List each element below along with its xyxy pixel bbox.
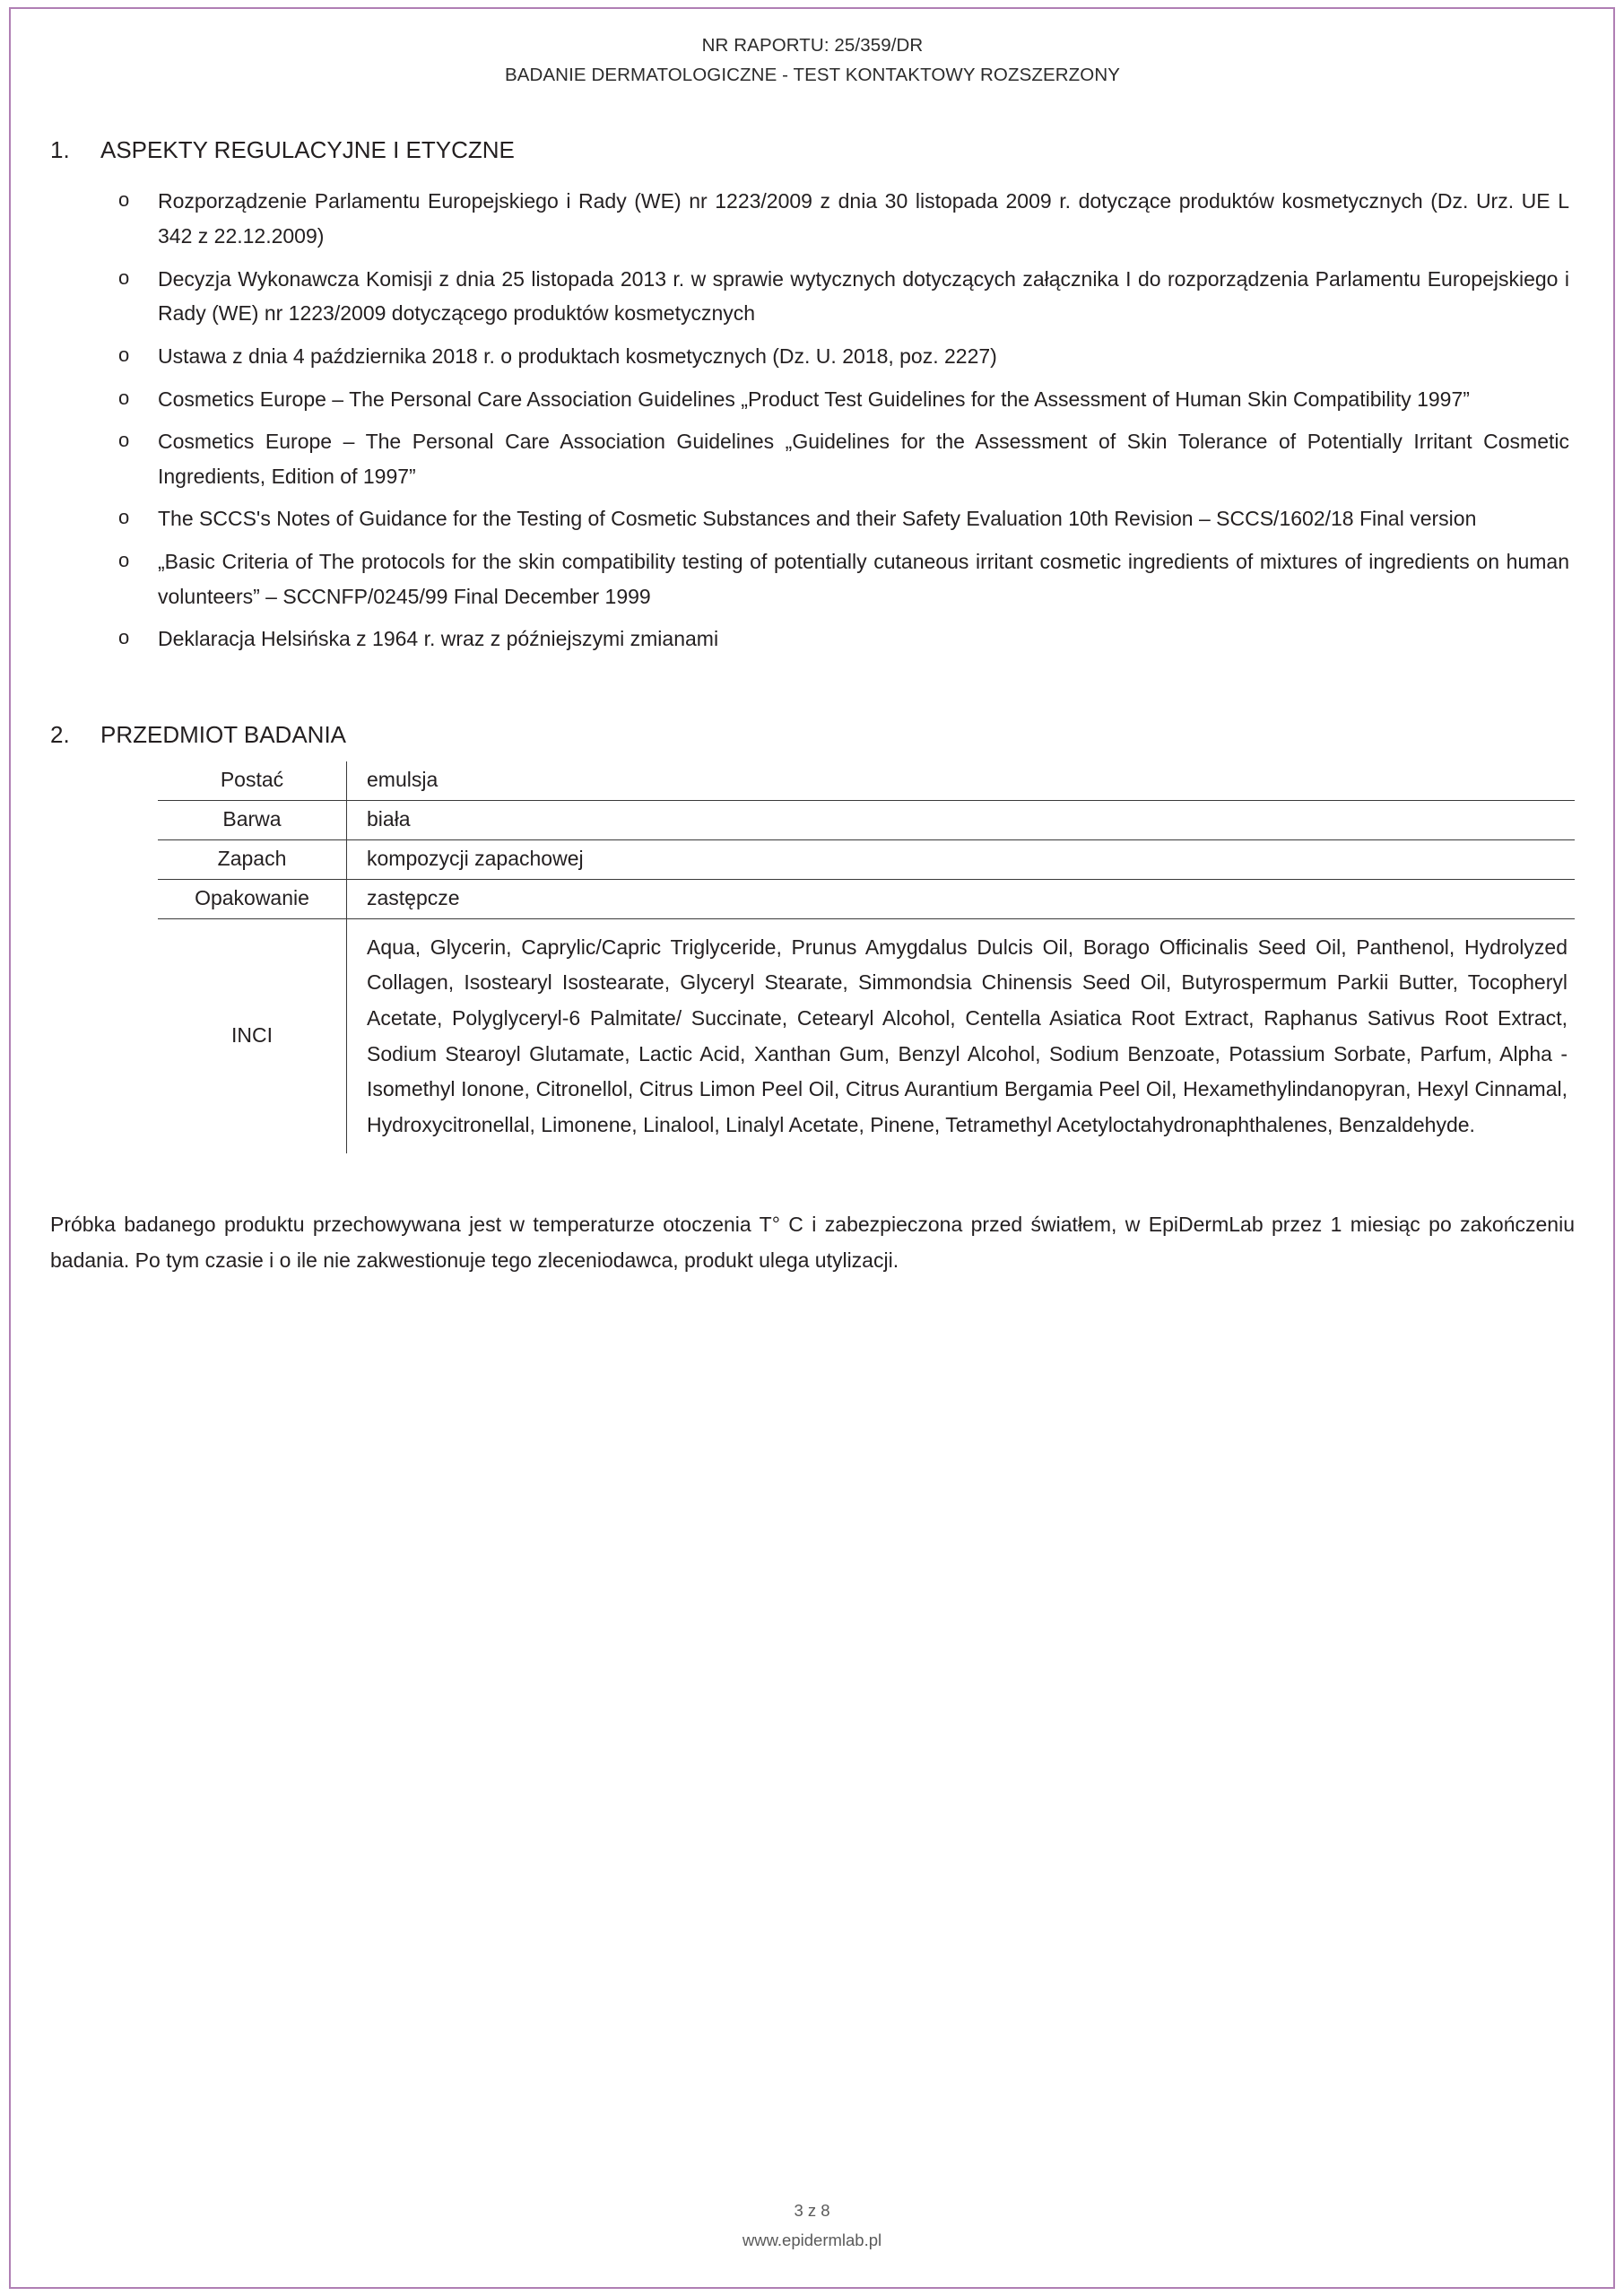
spec-value: kompozycji zapachowej [347, 839, 1576, 879]
page-footer [0, 2196, 1624, 2255]
bullet-marker-icon: o [118, 343, 130, 366]
footer-website: www.epidermlab.pl [742, 2230, 882, 2249]
inci-value: Aqua, Glycerin, Caprylic/Capric Triglyceride, Prunus Amygdalus Dulcis Oil, Borago Officinalis Seed Oil, Panthenol, Hydrolyzed Collagen, Isostearyl Isostearate, Glyceryl Stearate, Simmondsia Chinensis Seed Oil, Butyrospermum Parkii Butter, Tocopheryl Acetate, Polyglyceryl-6 Palmitate/ Succinate, Cetearyl Alcohol, Centella Asiatica Root Extract, Raphanus Sativus Root Extract, Sodium Stearoyl Glutamate, Lactic Acid, Xanthan Gum, Benzyl Alcohol, Sodium Benzoate, Potassium Sorbate, Parfum, Alpha - Isomethyl Ionone, Citronellol, Citrus Limon Peel Oil, Citrus Aurantium Bergamia Peel Oil, Hexamethylindanopyran, Hexyl Cinnamal, Hydroxycitronellal, Limonene, Linalool, Linalyl Acetate, Pinene, Tetramethyl Acetyloctahydronaphthalenes, Benzaldehyde. [367, 935, 1568, 1136]
table-row [158, 839, 1575, 879]
spec-label: Postać [158, 761, 347, 801]
section-1-title: ASPEKTY REGULACYJNE I ETYCZNE [100, 136, 515, 164]
list-item-text: Ustawa z dnia 4 października 2018 r. o produktach kosmetycznych (Dz. U. 2018, poz. 2227) [158, 344, 997, 368]
list-item [106, 339, 1575, 374]
product-spec-table [158, 761, 1575, 1153]
list-item [106, 382, 1575, 417]
spec-value: emulsja [347, 761, 1576, 801]
spec-value: biała [347, 800, 1576, 839]
list-item [106, 262, 1575, 331]
bullet-marker-icon: o [118, 188, 130, 212]
table-row [158, 800, 1575, 839]
list-item-text: Rozporządzenie Parlamentu Europejskiego i Rady (WE) nr 1223/2009 z dnia 30 listopada 2009 r. dotyczące produktów kosmetycznych (Dz. Urz. UE L 342 z 22.12.2009) [158, 189, 1569, 248]
spec-value: zastępcze [347, 879, 1576, 918]
bullet-marker-icon: o [118, 626, 130, 649]
section-2-title: PRZEDMIOT BADANIA [100, 720, 347, 748]
section-heading-subject [50, 721, 1575, 749]
page-content [50, 30, 1575, 1278]
bullet-marker-icon: o [118, 549, 130, 572]
spec-label: Barwa [158, 800, 347, 839]
report-number: NR RAPORTU: 25/359/DR [701, 35, 924, 56]
table-row-inci [158, 918, 1575, 1153]
section-1-number: 1. [50, 136, 70, 164]
list-item-text: Cosmetics Europe – The Personal Care Association Guidelines „Guidelines for the Assessment of Skin Tolerance of Potentially Irritant Cosmetic Ingredients, Edition of 1997” [158, 430, 1569, 488]
bullet-marker-icon: o [118, 265, 130, 289]
table-row [158, 879, 1575, 918]
inci-label: INCI [158, 918, 347, 1153]
page-number: 3 z 8 [794, 2201, 830, 2221]
list-item-text: Deklaracja Helsińska z 1964 r. wraz z późniejszymi zmianami [158, 627, 719, 651]
spec-label: Zapach [158, 839, 347, 879]
list-item-text: The SCCS's Notes of Guidance for the Testing of Cosmetic Substances and their Safety Evaluation 10th Revision – SCCS/1602/18 Final version [158, 507, 1477, 531]
storage-note: Próbka badanego produktu przechowywana jest w temperaturze otoczenia T° C i zabezpieczona przed światłem, w EpiDermLab przez 1 miesiąc po zakończeniu badania. Po tym czasie i o ile nie zakwestionuje tego zleceniodawca, produkt ulega utylizacji. [50, 1213, 1575, 1272]
section-heading-regulatory [50, 136, 1575, 164]
list-item-text: „Basic Criteria of The protocols for the skin compatibility testing of potentially cutaneous irritant cosmetic ingredients of mixtures of ingredients on human volunteers” – SCCNFP/0245/99 Final December 1999 [158, 550, 1569, 608]
study-type: BADANIE DERMATOLOGICZNE - TEST KONTAKTOWY ROZSZERZONY [504, 65, 1121, 86]
spec-label: Opakowanie [158, 879, 347, 918]
section-2-number: 2. [50, 720, 70, 748]
bullet-marker-icon: o [118, 429, 130, 452]
document-header [50, 30, 1575, 90]
list-item [106, 424, 1575, 493]
bullet-marker-icon: o [118, 506, 130, 529]
list-item [106, 544, 1575, 613]
list-item [106, 622, 1575, 657]
regulatory-references-list [50, 184, 1575, 657]
bullet-marker-icon: o [118, 386, 130, 409]
table-row [158, 761, 1575, 801]
list-item [106, 184, 1575, 253]
list-item-text: Decyzja Wykonawcza Komisji z dnia 25 listopada 2013 r. w sprawie wytycznych dotyczących załącznika I do rozporządzenia Parlamentu Europejskiego i Rady (WE) nr 1223/2009 dotyczącego produktów kosmetycznych [158, 266, 1569, 326]
list-item [106, 501, 1575, 536]
list-item-text: Cosmetics Europe – The Personal Care Association Guidelines „Product Test Guidelines for the Assessment of Human Skin Compatibility 1997” [158, 387, 1470, 411]
